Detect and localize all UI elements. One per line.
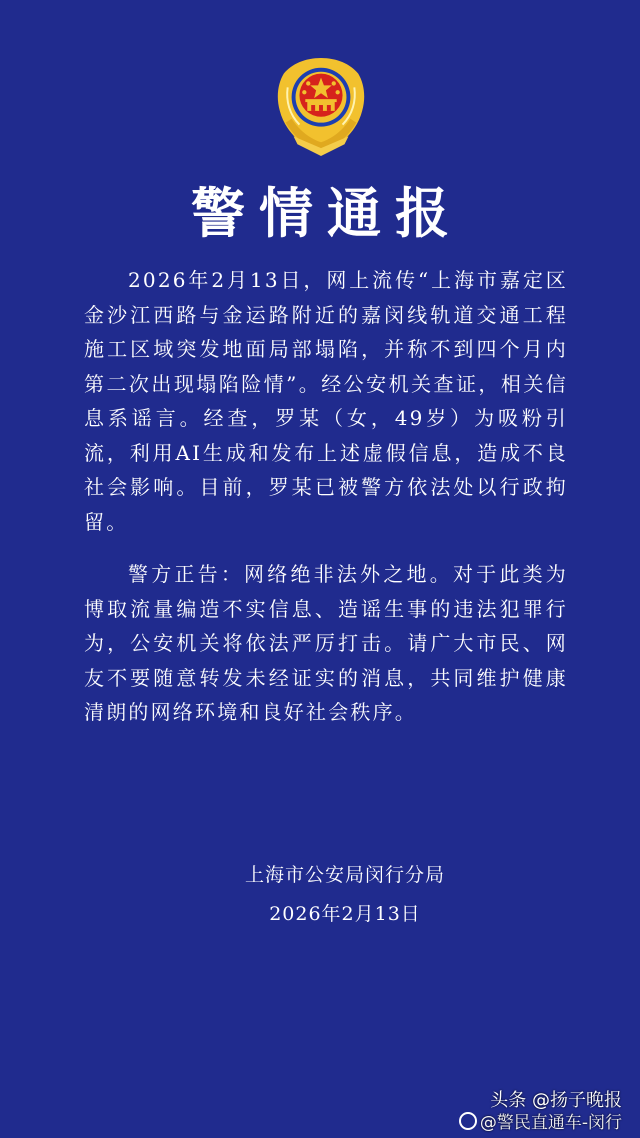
weibo-icon xyxy=(459,1112,477,1130)
notice-body xyxy=(84,263,568,748)
issue-date: 2026年2月13日 xyxy=(269,903,421,925)
police-emblem-icon xyxy=(272,54,370,158)
watermark-account-text: @警民直通车-闵行 xyxy=(479,1113,622,1133)
watermark xyxy=(459,1090,622,1134)
watermark-account xyxy=(459,1112,622,1134)
notice-paragraph-1: 2026年2月13日，网上流传“上海市嘉定区金沙江西路与金运路附近的嘉闵线轨道交通工程施工区域突发地面局部塌陷，并称不到四个月内第二次出现塌陷险情”。经公安机关查证，相关信息系谣言。经查，罗某（女，49岁）为吸粉引流，利用AI生成和发布上述虚假信息，造成不良社会影响。目前，罗某已被警方依法处以行政拘留。 xyxy=(84,268,568,534)
watermark-source: 头条 @扬子晚报 xyxy=(490,1090,622,1111)
notice-paragraph-2: 警方正告：网络绝非法外之地。对于此类为博取流量编造不实信息、造谣生事的违法犯罪行为，公安机关将依法严厉打击。请广大市民、网友不要随意转发未经证实的消息，共同维护健康清朗的网络环境和良好社会秩序。 xyxy=(84,562,568,724)
notice-title: 警情通报 xyxy=(191,182,463,245)
issuer-name: 上海市公安局闵行分局 xyxy=(244,864,445,886)
